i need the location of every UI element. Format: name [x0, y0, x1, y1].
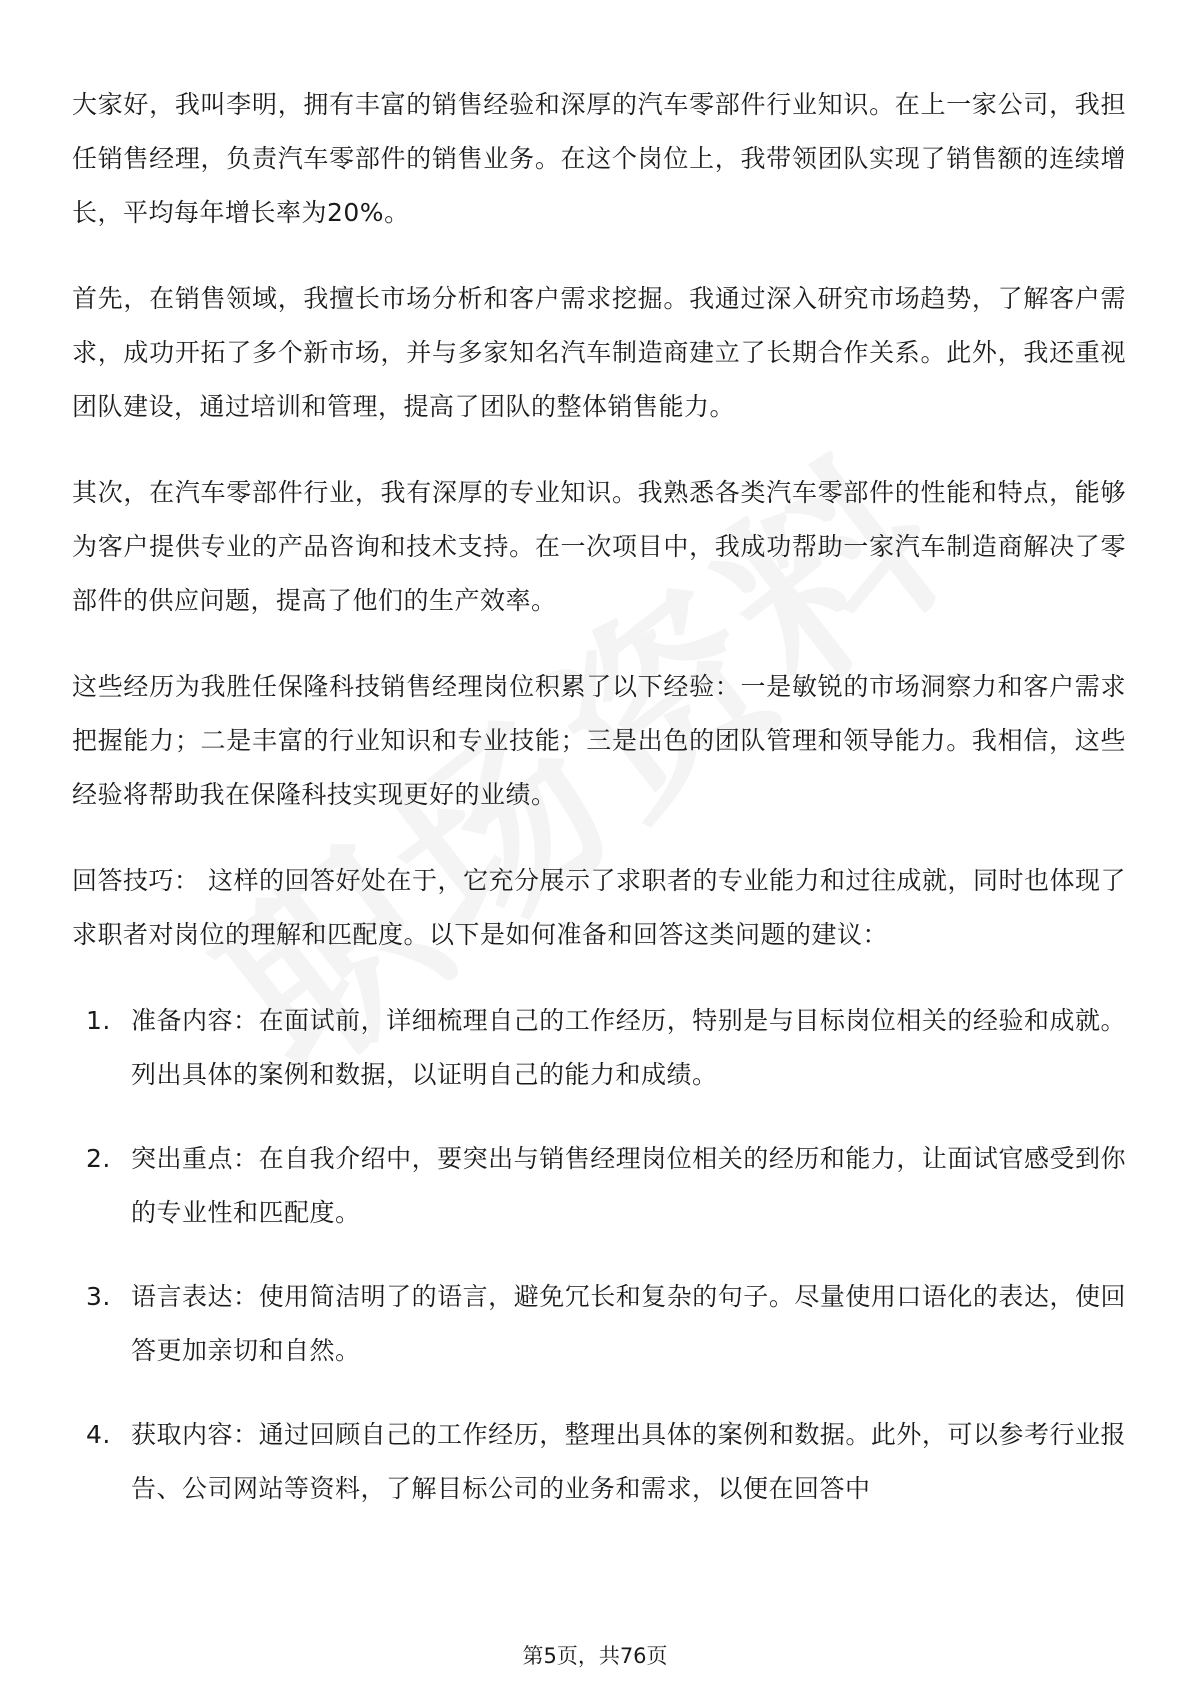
list-text: 准备内容：在面试前，详细梳理自己的工作经历，特别是与目标岗位相关的经验和成就。列出具体的案例和数据，以证明自己的能力和成绩。	[131, 1006, 1126, 1089]
tips-list	[72, 994, 1126, 1516]
list-item	[72, 1408, 1126, 1516]
list-number: 2.	[86, 1144, 111, 1173]
list-text: 获取内容：通过回顾自己的工作经历，整理出具体的案例和数据。此外，可以参考行业报告、公司网站等资料，了解目标公司的业务和需求，以便在回答中	[131, 1420, 1126, 1503]
list-text: 突出重点：在自我介绍中，要突出与销售经理岗位相关的经历和能力，让面试官感受到你的专业性和匹配度。	[131, 1144, 1126, 1227]
list-number: 3.	[86, 1282, 111, 1311]
list-number: 4.	[86, 1420, 111, 1449]
paragraph-sales-skills: 首先，在销售领域，我擅长市场分析和客户需求挖掘。我通过深入研究市场趋势，了解客户需求，成功开拓了多个新市场，并与多家知名汽车制造商建立了长期合作关系。此外，我还重视团队建设，通过培训和管理，提高了团队的整体销售能力。	[72, 284, 1126, 421]
list-item	[72, 1132, 1126, 1240]
list-item	[72, 994, 1126, 1102]
paragraph-experience-summary: 这些经历为我胜任保隆科技销售经理岗位积累了以下经验：一是敏锐的市场洞察力和客户需求把握能力；二是丰富的行业知识和专业技能；三是出色的团队管理和领导能力。我相信，这些经验将帮助我在保隆科技实现更好的业绩。	[72, 672, 1126, 809]
list-text: 语言表达：使用简洁明了的语言，避免冗长和复杂的句子。尽量使用口语化的表达，使回答更加亲切和自然。	[131, 1282, 1126, 1365]
paragraph-industry-knowledge: 其次，在汽车零部件行业，我有深厚的专业知识。我熟悉各类汽车零部件的性能和特点，能够为客户提供专业的产品咨询和技术支持。在一次项目中，我成功帮助一家汽车制造商解决了零部件的供应问题，提高了他们的生产效率。	[72, 478, 1126, 615]
list-item	[72, 1270, 1126, 1378]
document-body	[72, 78, 1126, 1546]
page-number: 第5页，共76页	[522, 1644, 668, 1668]
paragraph-intro: 大家好，我叫李明，拥有丰富的销售经验和深厚的汽车零部件行业知识。在上一家公司，我担任销售经理，负责汽车零部件的销售业务。在这个岗位上，我带领团队实现了销售额的连续增长，平均每年增长率为20%。	[72, 90, 1126, 227]
list-number: 1.	[86, 1006, 111, 1035]
paragraph-answer-tips: 回答技巧： 这样的回答好处在于，它充分展示了求职者的专业能力和过往成就，同时也体现了求职者对岗位的理解和匹配度。以下是如何准备和回答这类问题的建议：	[72, 866, 1126, 949]
